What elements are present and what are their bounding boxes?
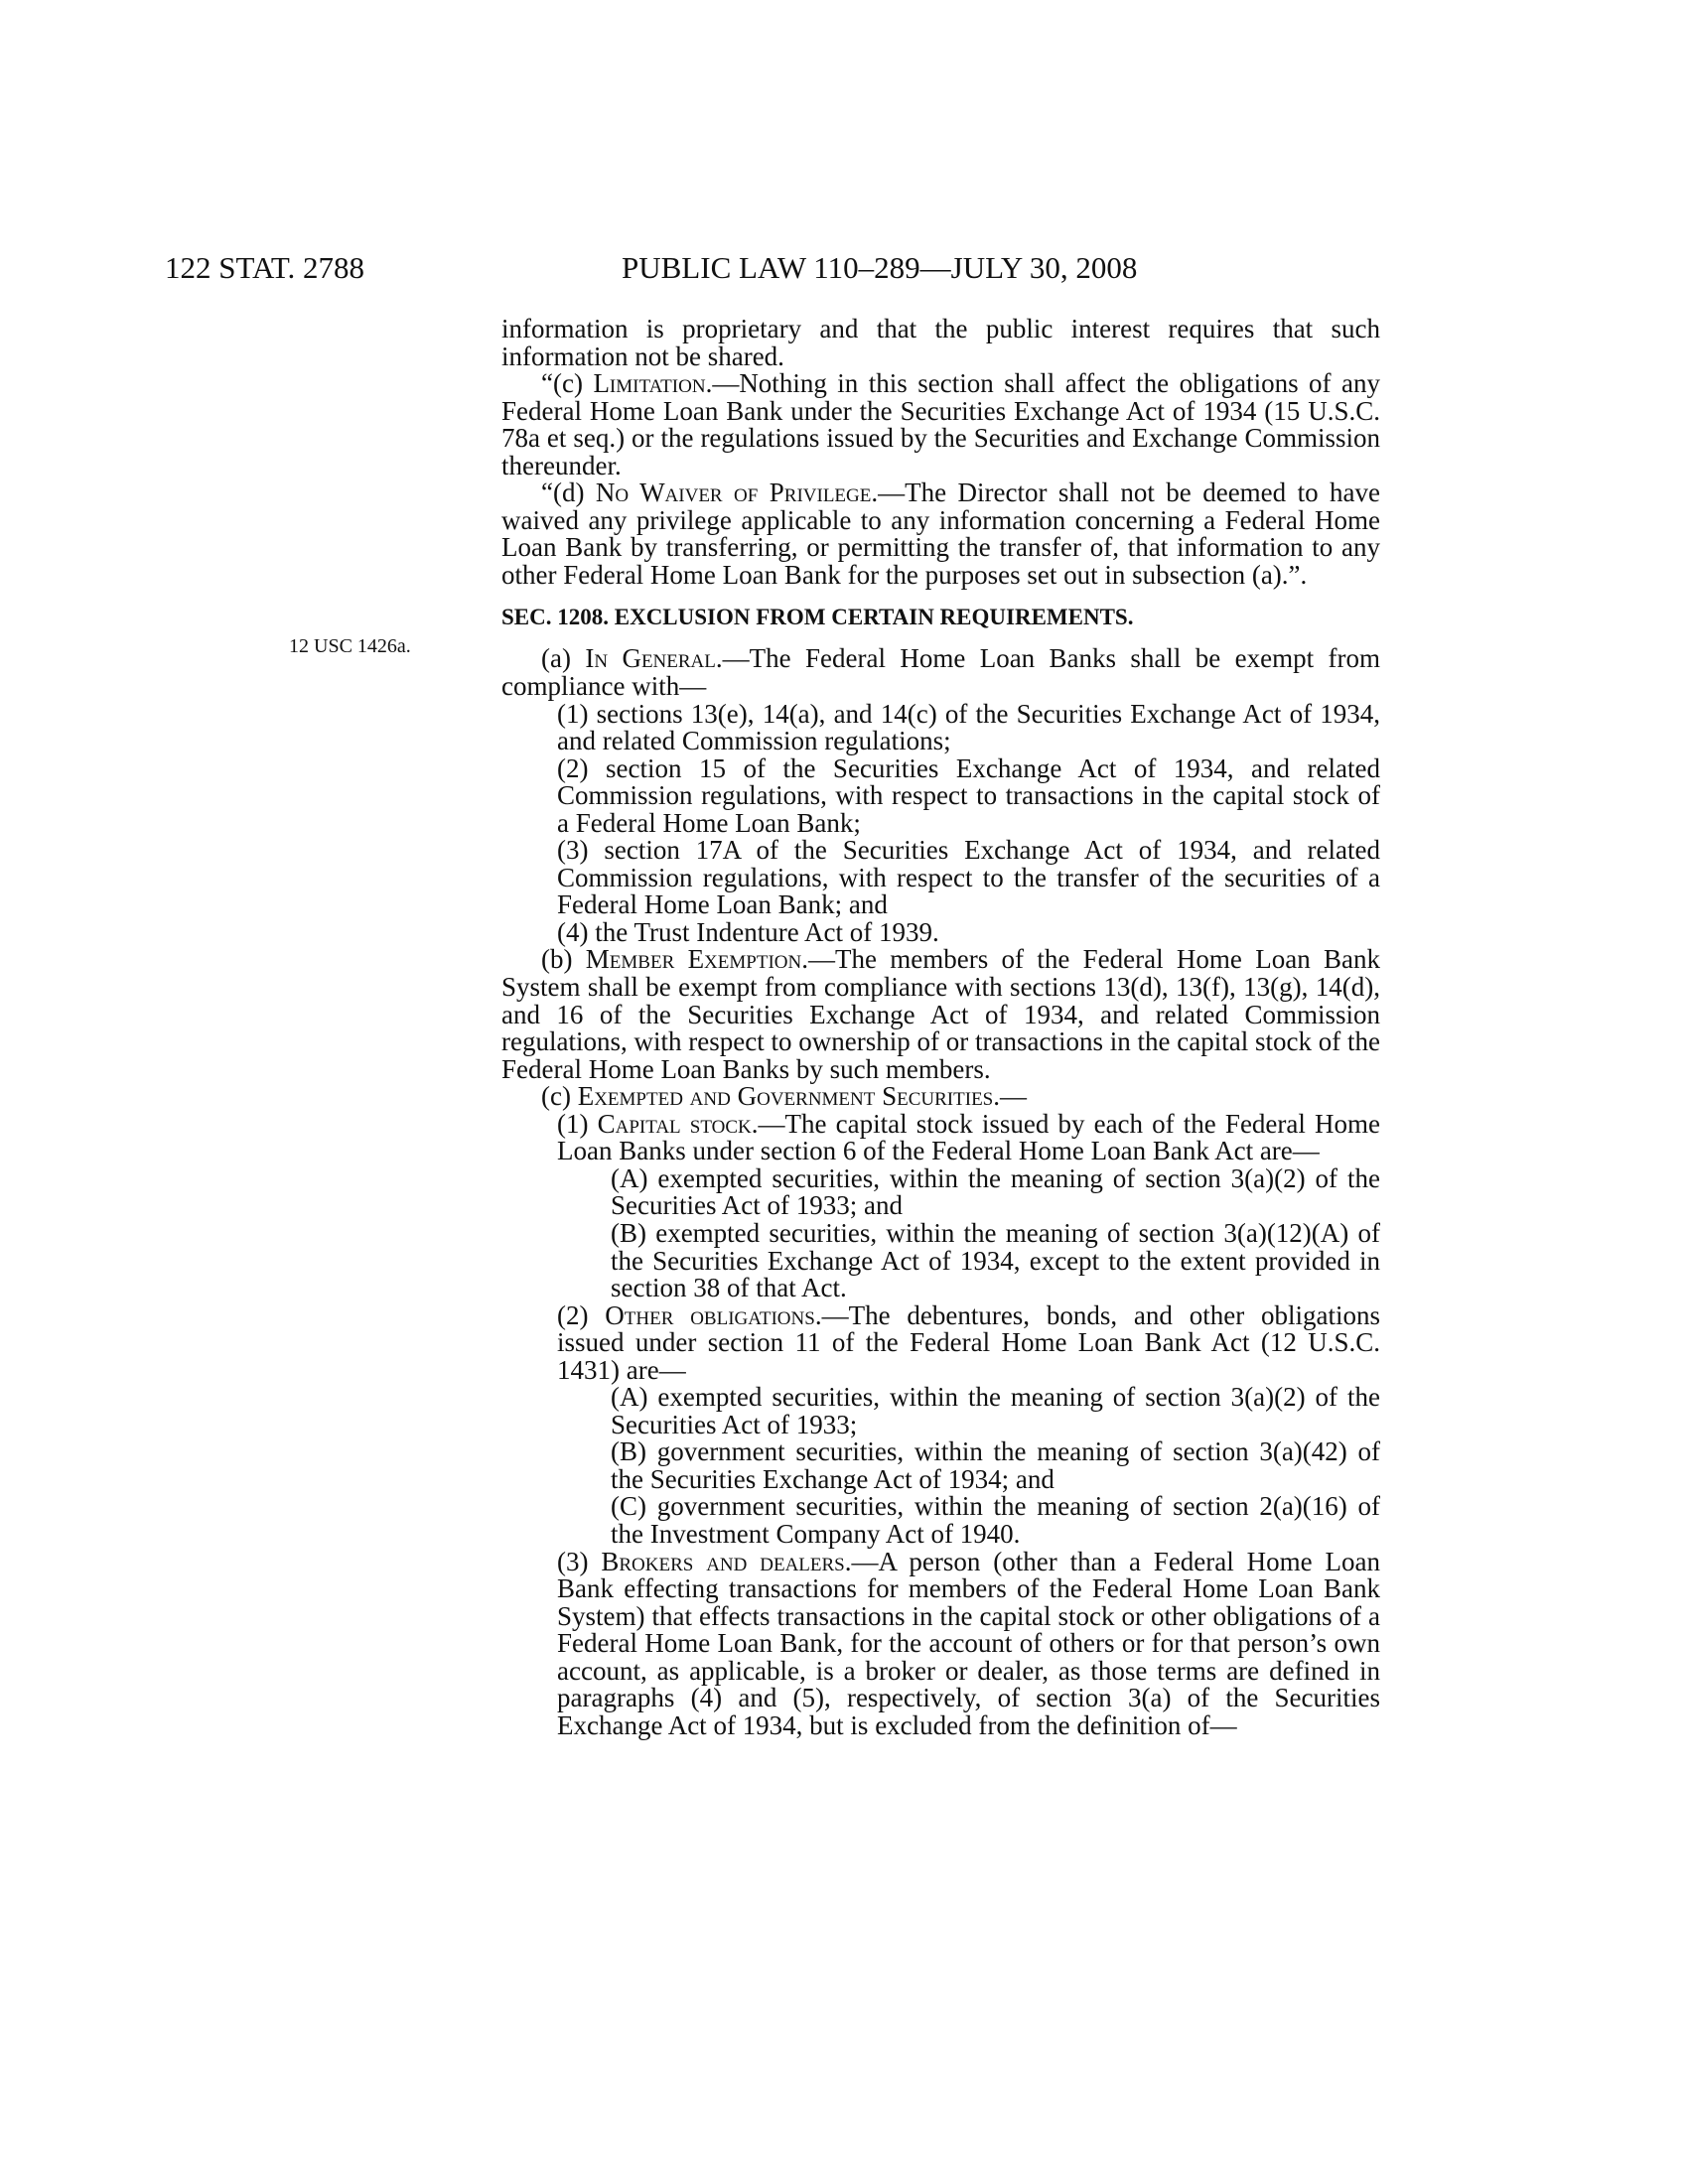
subsection-body: .—The Federal Home Loan Banks shall be exempt from compliance with— <box>501 643 1380 702</box>
subsection-prefix: (b) <box>541 944 586 975</box>
subsection-prefix: (a) <box>541 643 586 674</box>
subsection-body: .—Nothing in this section shall affect the obligations of any Federal Home Loan Bank under the Securities Exchange Act of 1934 (15 U.S.C. 78a et seq.) or the regulations issued by the Securities and Exchange Commission thereunder. <box>501 368 1381 480</box>
subparagraph-c1B: (B) exempted securities, within the meaning of section 3(a)(12)(A) of the Securities Exchange Act of 1934, except to the extent provided in section 38 of that Act. <box>611 1217 1380 1303</box>
paragraph-prefix: (3) <box>557 1546 602 1576</box>
subsection-prefix: “(c) <box>541 368 594 399</box>
subparagraph-c2C: (C) government securities, within the meaning of section 2(a)(16) of the Investment Company Act of 1940. <box>611 1491 1380 1549</box>
subsection-heading: No Waiver of Privilege <box>595 478 872 508</box>
paragraph-c3-brokers-dealers <box>501 1546 1380 1740</box>
subsection-heading: In General <box>585 643 716 674</box>
subsection-heading: Limitation <box>593 368 706 399</box>
subsection-heading: Exempted and Government Securities <box>577 1081 994 1112</box>
paragraph-a3: (3) section 17A of the Securities Exchange Act of 1934, and related Commission regulations, with respect to the transfer of the securities of a Federal Home Loan Bank; and <box>557 835 1380 920</box>
paragraph-heading: Brokers and dealers <box>601 1546 845 1576</box>
paragraph-body: .—The debentures, bonds, and other obligations issued under section 11 of the Federal Home Loan Bank Act (12 U.S.C. 1431) are— <box>557 1299 1381 1385</box>
paragraph-text: (1) sections 13(e), 14(a), and 14(c) of the Securities Exchange Act of 1934, and related Commission regulations; <box>557 698 1380 756</box>
paragraph-prefix: (1) <box>557 1108 598 1139</box>
subsection-b-member-exemption <box>501 946 1380 1083</box>
subsection-body: .—The members of the Federal Home Loan Bank System shall be exempt from compliance with sections 13(d), 13(f), 13(g), 14(d), and 16 of the Securities Exchange Act of 1934, and related Commission regulations, with respect to ownership of or transactions in the capital stock of the Federal Home Loan Banks by such members. <box>501 944 1380 1084</box>
subsection-body: .— <box>993 1081 1027 1112</box>
paragraph-body: .—The capital stock issued by each of the Federal Home Loan Banks under section 6 of the Federal Home Loan Bank Act are— <box>557 1108 1380 1166</box>
page-number: 122 STAT. 2788 <box>165 250 365 285</box>
section-heading: SEC. 1208. EXCLUSION FROM CERTAIN REQUIREMENTS. <box>501 605 1134 630</box>
paragraph-c2-other-obligations <box>501 1299 1381 1385</box>
running-header: PUBLIC LAW 110–289—JULY 30, 2008 <box>622 250 1138 285</box>
subsection-a-general <box>501 645 1380 700</box>
paragraph-heading: Other obligations <box>605 1299 815 1330</box>
statute-text <box>501 316 1380 1739</box>
paragraph-a1 <box>501 698 1380 756</box>
paragraph-continuation: information is proprietary and that the public interest requires that such information not be shared. <box>501 314 1380 371</box>
subsection-c-limitation <box>501 370 1380 479</box>
subparagraph-c1A: (A) exempted securities, within the meaning of section 3(a)(2) of the Securities Act of 1933; and <box>611 1162 1380 1221</box>
paragraph-prefix: (2) <box>557 1299 606 1330</box>
paragraph-a4: (4) the Trust Indenture Act of 1939. <box>557 916 939 947</box>
paragraph-c1-capital-stock <box>501 1108 1380 1166</box>
subparagraph-c2B: (B) government securities, within the meaning of section 3(a)(42) of the Securities Exchange Act of 1934; and <box>611 1436 1380 1494</box>
subsection-d-no-waiver <box>501 479 1380 589</box>
subsection-heading: Member Exemption <box>585 944 802 975</box>
paragraph-body: .—A person (other than a Federal Home Loan Bank effecting transactions for members of the Federal Home Loan Bank System) that effects transactions in the capital stock or other obligations of a Federal Home Loan Bank, for the account of others or for that person’s own account, as applicable, is a broker or dealer, as those terms are defined in paragraphs (4) and (5), respectively, of section 3(a) of the Securities Exchange Act of 1934, but is excluded from the definition of— <box>557 1546 1380 1740</box>
paragraph-a2: (2) section 15 of the Securities Exchange Act of 1934, and related Commission regulations, with respect to transactions in the capital stock of a Federal Home Loan Bank; <box>557 752 1380 838</box>
subsection-body: .—The Director shall not be deemed to have waived any privilege applicable to any information concerning a Federal Home Loan Bank by transferring, or permitting the transfer of, that information to any other Federal Home Loan Bank for the purposes set out in subsection (a).”. <box>501 478 1380 590</box>
margin-citation: 12 USC 1426a. <box>289 635 411 657</box>
subsection-prefix: (c) <box>541 1081 578 1112</box>
subparagraph-c2A: (A) exempted securities, within the meaning of section 3(a)(2) of the Securities Act of 1933; <box>611 1382 1380 1439</box>
paragraph-heading: Capital stock <box>597 1108 752 1139</box>
subsection-c-exempted-securities <box>501 1083 1380 1111</box>
subsection-prefix: “(d) <box>541 478 596 508</box>
